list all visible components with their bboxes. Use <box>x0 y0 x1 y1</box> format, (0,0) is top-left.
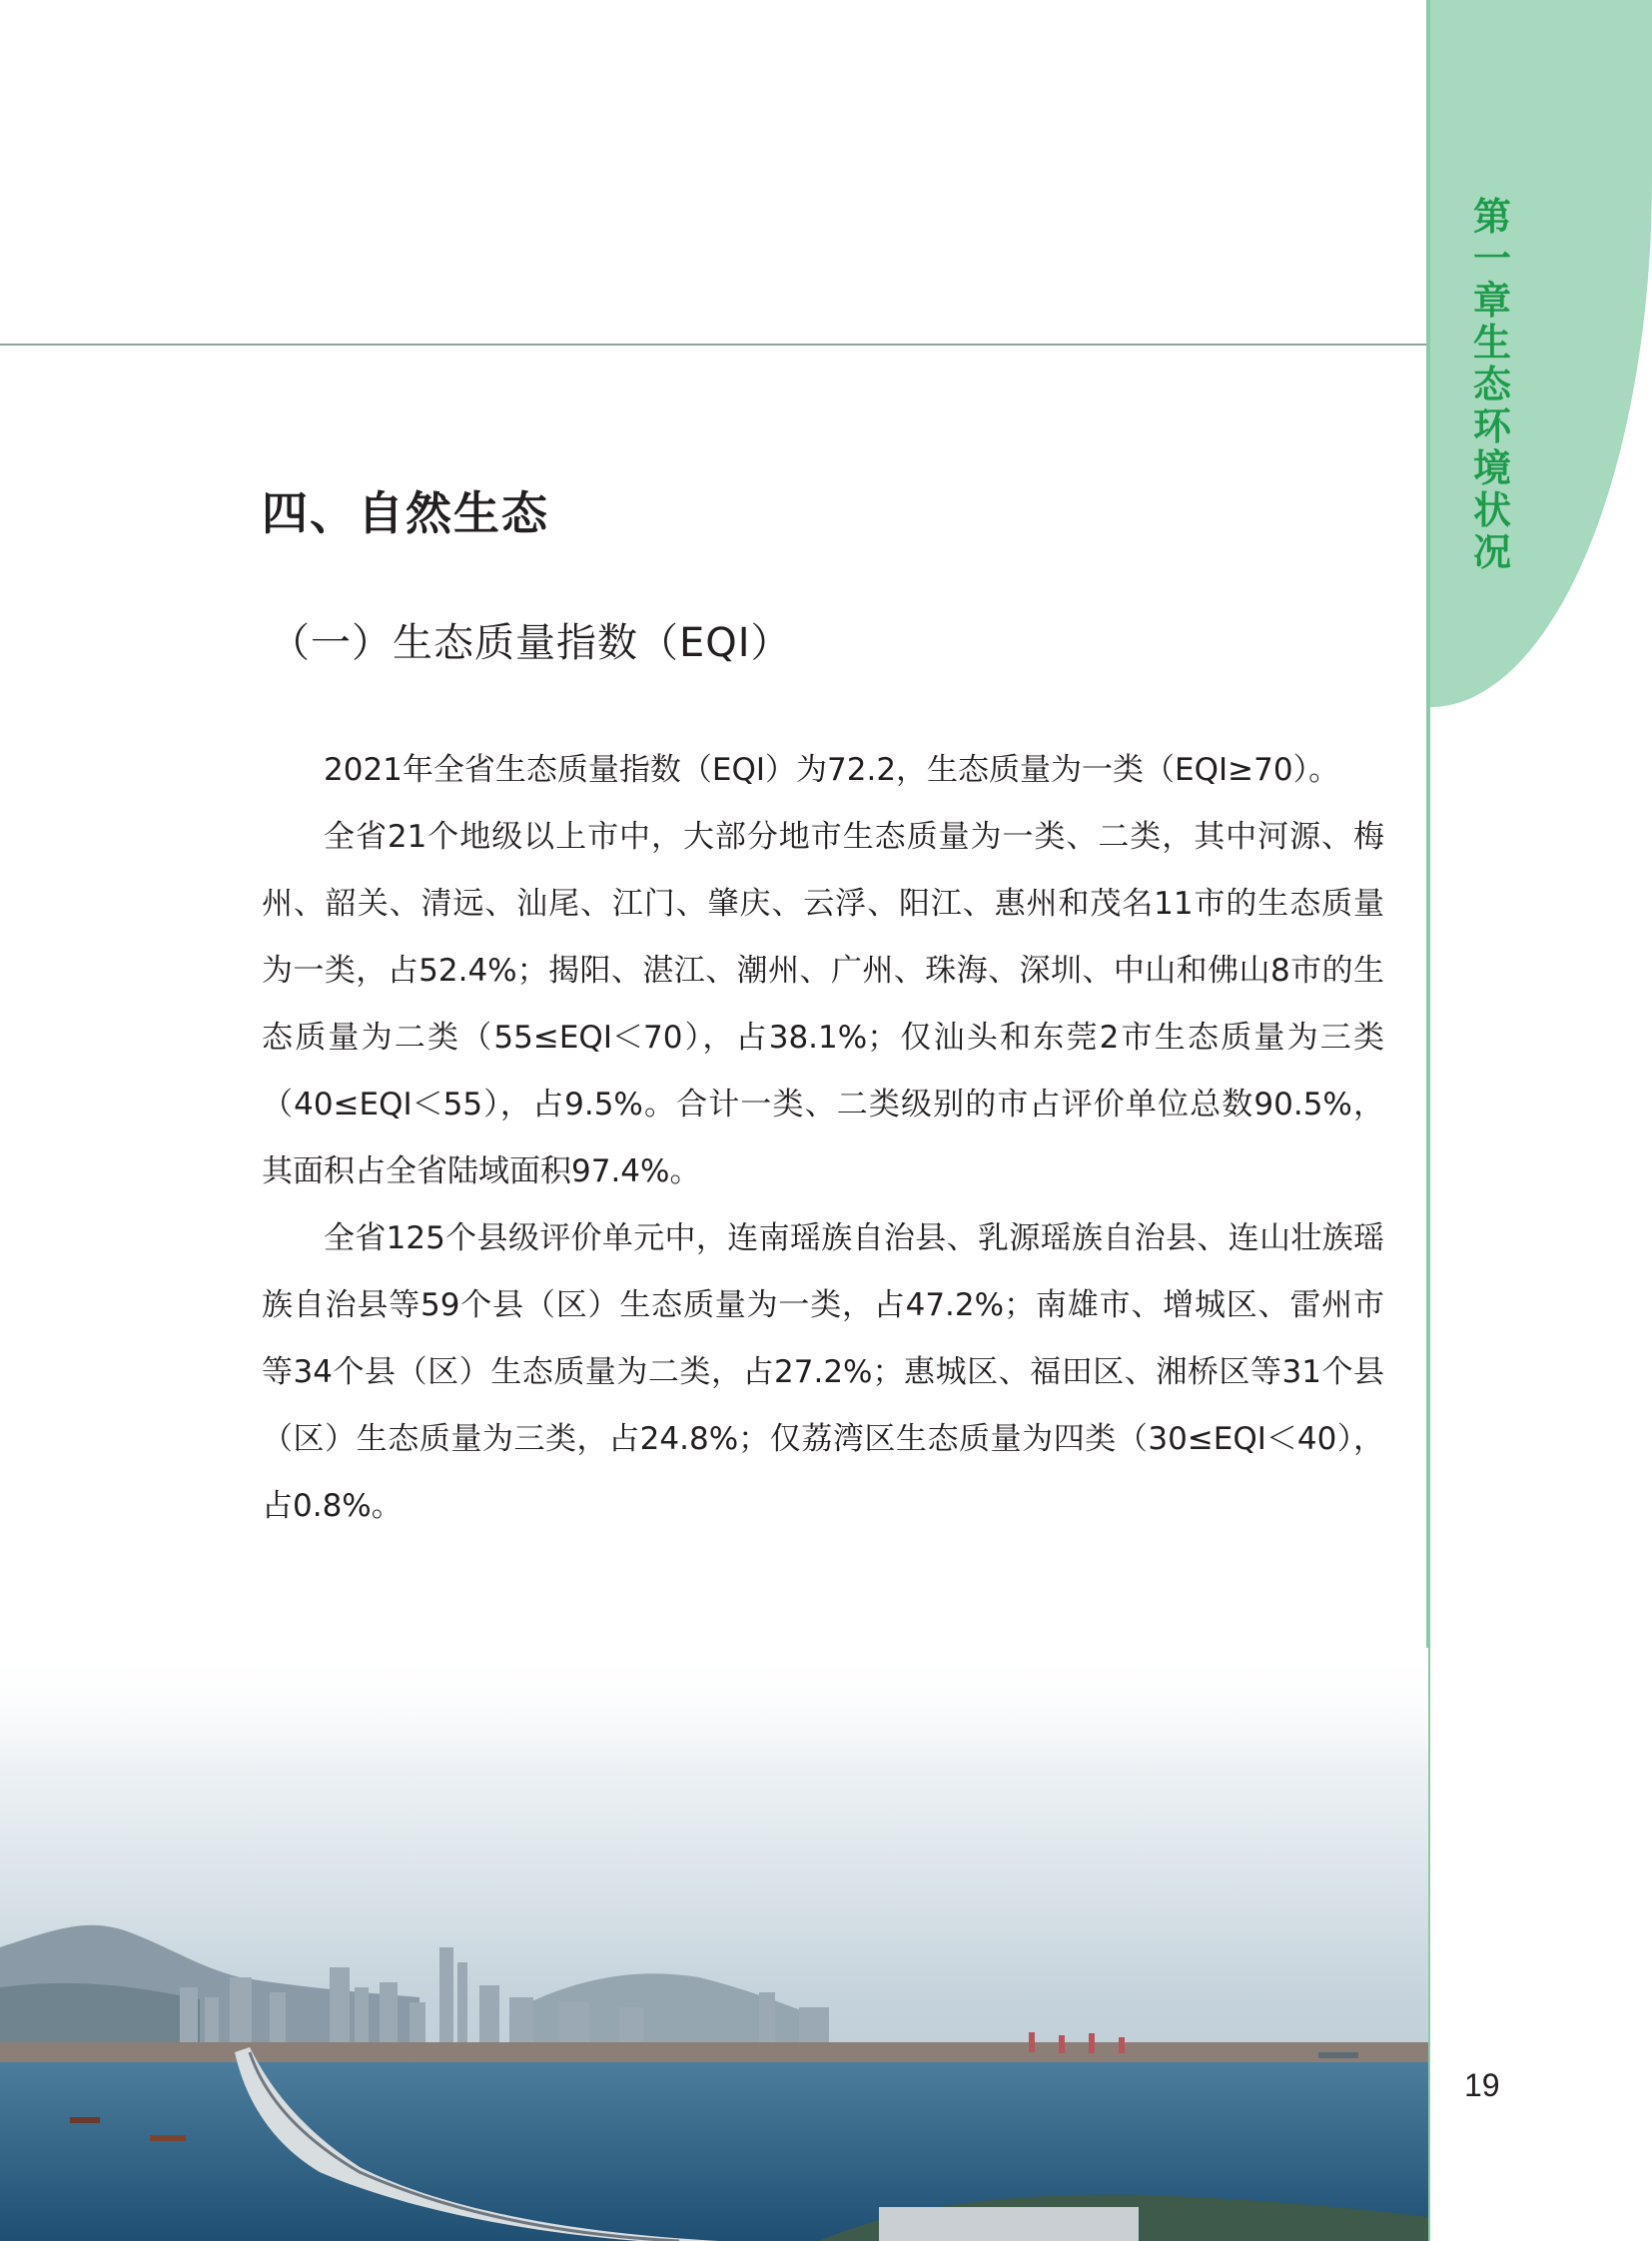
section-title: 四、自然生态 <box>262 486 549 540</box>
page-number: 19 <box>1464 2067 1500 2103</box>
paragraph: 2021年全省生态质量指数（EQI）为72.2，生态质量为一类（EQI≥70）。 <box>324 752 1340 788</box>
paragraph: 全省21个地级以上市中，大部分地市生态质量为一类、二类，其中河源、梅州、韶关、清远、汕尾、江门、肇庆、云浮、阳江、惠州和茂名11市的生态质量为一类，占52.4%；揭阳、湛江、潮州、广州、珠海、深圳、中山和佛山8市的生态质量为二类（55≤EQI＜70），占38.1%；仅汕头和东莞2市生态质量为三类（40≤EQI＜55），占9.5%。合计一类、二类级别的市占评价单位总数90.5%，其面积占全省陆域面积97.4%。 <box>262 819 1384 1189</box>
header-rule <box>0 344 1428 346</box>
body-text <box>262 737 1384 1540</box>
chapter-title: 第一章 生态环境状况 <box>1472 195 1511 574</box>
subsection-title: （一）生态质量指数（EQI） <box>270 620 792 666</box>
paragraph: 全省125个县级评价单元中，连南瑶族自治县、乳源瑶族自治县、连山壮族瑶族自治县等59个县（区）生态质量为一类，占47.2%；南雄市、增城区、雷州市等34个县（区）生态质量为二类，占27.2%；惠城区、福田区、湘桥区等31个县（区）生态质量为三类，占24.8%；仅荔湾区生态质量为四类（30≤EQI＜40），占0.8%。 <box>262 1220 1384 1524</box>
bridge-bay-photo <box>0 1648 1428 2241</box>
